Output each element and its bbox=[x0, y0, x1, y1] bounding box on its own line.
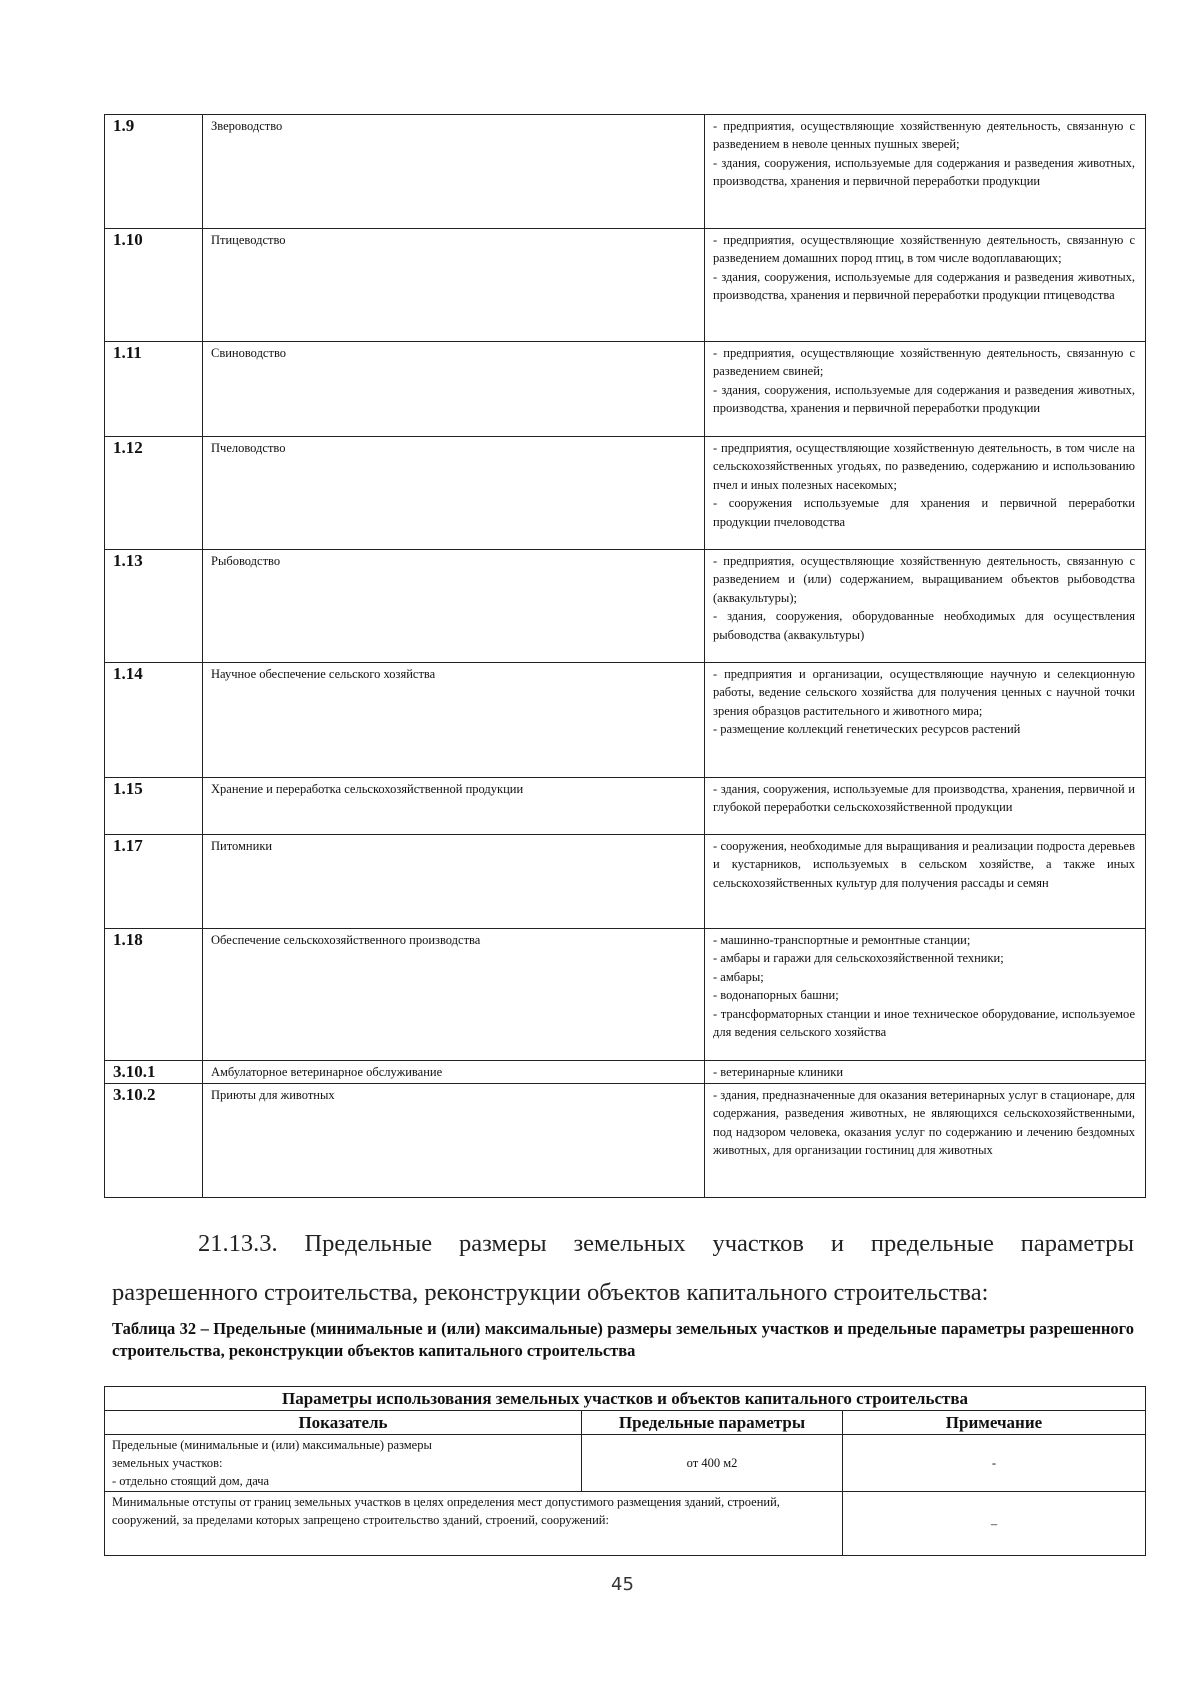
section-heading: 21.13.3. Предельные размеры земельных участков и предельные параметры bbox=[198, 1230, 1134, 1257]
desc-line: - сооружения используемые для хранения и первичной переработки продукции пчеловодства bbox=[713, 496, 1135, 529]
table-main-header: Параметры использования земельных участков и объектов капитального строительства bbox=[105, 1387, 1146, 1411]
indicator-line: Предельные (минимальные и (или) максимальные) размеры bbox=[112, 1438, 432, 1452]
page-number: 45 bbox=[611, 1574, 634, 1595]
column-header-indicator: Показатель bbox=[105, 1411, 582, 1435]
use-code: 1.9 bbox=[105, 115, 203, 229]
desc-line: - водонапорных башни; bbox=[713, 988, 839, 1003]
permitted-uses-table bbox=[104, 114, 1146, 1198]
table-row bbox=[105, 1435, 1146, 1492]
use-description bbox=[705, 1084, 1146, 1198]
use-code: 3.10.1 bbox=[105, 1061, 203, 1084]
use-description bbox=[705, 115, 1146, 229]
table-row bbox=[105, 929, 1146, 1061]
desc-line: - предприятия, осуществляющие хозяйственную деятельность, связанную с разведением и (или) содержанием, выращиванием объектов рыбоводства (аквакультуры); bbox=[713, 554, 1135, 605]
section-heading-continuation: разрешенного строительства, реконструкции объектов капитального строительства: bbox=[112, 1279, 989, 1306]
note-cell: - bbox=[843, 1435, 1146, 1492]
indicator-line: - отдельно стоящий дом, дача bbox=[112, 1474, 270, 1488]
desc-line: - предприятия, осуществляющие хозяйственную деятельность, связанную с разведением в неволе ценных пушных зверей; bbox=[713, 119, 1135, 152]
use-name: Хранение и переработка сельскохозяйственной продукции bbox=[203, 778, 705, 835]
indicator-cell: Минимальные отступы от границ земельных участков в целях определения мест допустимого размещения зданий, строений, сооружений, за пределами которых запрещено строительство зданий, строений, сооружений: bbox=[105, 1492, 843, 1556]
column-header-limits: Предельные параметры bbox=[582, 1411, 843, 1435]
desc-line: - размещение коллекций генетических ресурсов растений bbox=[713, 722, 1021, 737]
note-cell: – bbox=[843, 1492, 1146, 1556]
table-row bbox=[105, 1084, 1146, 1198]
use-code: 1.11 bbox=[105, 342, 203, 437]
use-name: Питомники bbox=[203, 835, 705, 929]
table-header-row bbox=[105, 1387, 1146, 1411]
desc-line: - амбары и гаражи для сельскохозяйственной техники; bbox=[713, 951, 1004, 966]
desc-line: - машинно-транспортные и ремонтные станции; bbox=[713, 933, 971, 947]
use-code: 3.10.2 bbox=[105, 1084, 203, 1198]
indicator-cell bbox=[105, 1435, 582, 1492]
desc-line: - здания, сооружения, используемые для содержания и разведения животных, производства, хранения и первичной переработки продукции bbox=[713, 155, 1135, 189]
use-description bbox=[705, 437, 1146, 550]
use-code: 1.12 bbox=[105, 437, 203, 550]
desc-line: - предприятия, осуществляющие хозяйственную деятельность, связанную с разведением свиней; bbox=[713, 346, 1135, 379]
use-name: Пчеловодство bbox=[203, 437, 705, 550]
use-code: 1.14 bbox=[105, 663, 203, 778]
use-name: Свиноводство bbox=[203, 342, 705, 437]
table-row bbox=[105, 778, 1146, 835]
desc-line: - предприятия, осуществляющие хозяйственную деятельность, связанную с разведением домашних пород птиц, в том числе водоплавающих; bbox=[713, 233, 1135, 266]
desc-line: - здания, предназначенные для оказания ветеринарных услуг в стационаре, для содержания, разведения животных, не являющихся сельскохозяйственными, под надзором человека, оказания услуг по содержанию и лечению бездомных животных, для организации гостиниц для животных bbox=[713, 1088, 1135, 1158]
table-row bbox=[105, 229, 1146, 342]
use-name: Птицеводство bbox=[203, 229, 705, 342]
use-description bbox=[705, 663, 1146, 778]
use-description bbox=[705, 229, 1146, 342]
desc-line: - предприятия и организации, осуществляющие научную и селекционную работы, ведение сельского хозяйства для получения ценных с научной точки зрения образцов растительного и животного мира; bbox=[713, 667, 1135, 718]
table-row bbox=[105, 1492, 1146, 1556]
table-row bbox=[105, 115, 1146, 229]
table-row bbox=[105, 835, 1146, 929]
desc-line: - здания, сооружения, используемые для производства, хранения, первичной и глубокой переработки сельскохозяйственной продукции bbox=[713, 782, 1135, 815]
desc-line: - сооружения, необходимые для выращивания и реализации подроста деревьев и кустарников, используемых в сельском хозяйстве, а также иных сельскохозяйственных культур для получения рассады и семян bbox=[713, 839, 1135, 890]
use-code: 1.18 bbox=[105, 929, 203, 1061]
use-name: Приюты для животных bbox=[203, 1084, 705, 1198]
use-code: 1.17 bbox=[105, 835, 203, 929]
use-name: Амбулаторное ветеринарное обслуживание bbox=[203, 1061, 705, 1084]
limit-cell: от 400 м2 bbox=[582, 1435, 843, 1492]
use-name: Научное обеспечение сельского хозяйства bbox=[203, 663, 705, 778]
desc-line: - амбары; bbox=[713, 969, 764, 984]
use-description bbox=[705, 550, 1146, 663]
desc-line: - здания, сооружения, используемые для содержания и разведения животных, производства, хранения и первичной переработки продукции bbox=[713, 382, 1135, 416]
indicator-line: земельных участков: bbox=[112, 1456, 223, 1470]
table-caption: Таблица 32 – Предельные (минимальные и (или) максимальные) размеры земельных участков и предельные параметры разрешенного строительства, реконструкции объектов капитального строительства bbox=[112, 1319, 1134, 1360]
use-name: Обеспечение сельскохозяйственного производства bbox=[203, 929, 705, 1061]
table-row bbox=[105, 1061, 1146, 1084]
use-description bbox=[705, 342, 1146, 437]
table-row bbox=[105, 342, 1146, 437]
desc-line: - здания, сооружения, оборудованные необходимых для осуществления рыбоводства (аквакультуры) bbox=[713, 609, 1135, 642]
desc-line: - предприятия, осуществляющие хозяйственную деятельность, в том числе на сельскохозяйственных угодьях, по разведению, содержанию и использованию пчел и иных полезных насекомых; bbox=[713, 441, 1135, 492]
use-description bbox=[705, 929, 1146, 1061]
use-code: 1.10 bbox=[105, 229, 203, 342]
table-header-row bbox=[105, 1411, 1146, 1435]
parameters-table bbox=[104, 1386, 1146, 1556]
desc-line: - здания, сооружения, используемые для содержания и разведения животных, производства, хранения и первичной переработки продукции птицеводства bbox=[713, 269, 1135, 303]
desc-line: - ветеринарные клиники bbox=[713, 1065, 844, 1079]
desc-line: - трансформаторных станции и иное техническое оборудование, используемое для ведения сельского хозяйства bbox=[713, 1006, 1135, 1040]
column-header-note: Примечание bbox=[843, 1411, 1146, 1435]
table-row bbox=[105, 663, 1146, 778]
use-description bbox=[705, 778, 1146, 835]
use-code: 1.15 bbox=[105, 778, 203, 835]
use-description bbox=[705, 1061, 1146, 1084]
use-name: Звероводство bbox=[203, 115, 705, 229]
use-description bbox=[705, 835, 1146, 929]
table-row bbox=[105, 550, 1146, 663]
table-row bbox=[105, 437, 1146, 550]
use-name: Рыбоводство bbox=[203, 550, 705, 663]
use-code: 1.13 bbox=[105, 550, 203, 663]
